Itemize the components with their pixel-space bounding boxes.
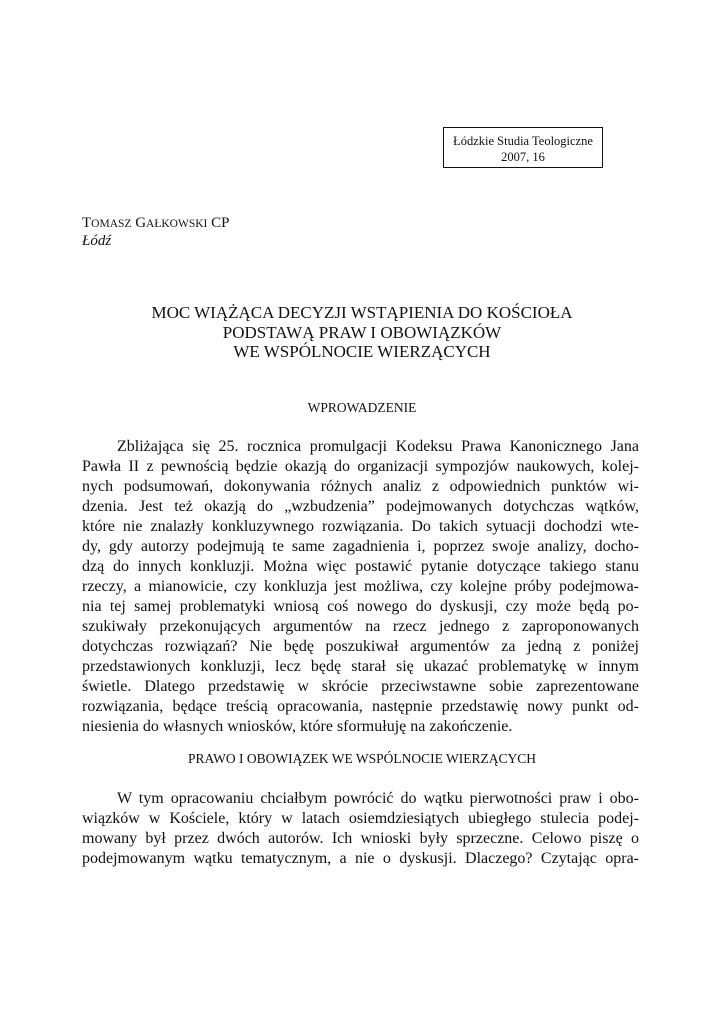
section-heading-rights-duties: PRAWO I OBOWIĄZEK WE WSPÓLNOCIE WIERZĄCYCH: [187, 751, 537, 766]
paragraph-line: podejmowanym wątku tematycznym, a nie o dyskusji. Dlaczego? Czytając opra-: [82, 850, 639, 867]
journal-citation-box: [443, 127, 603, 168]
paragraph-line: nia tej samej problematyki wniosą coś nowego do dyskusji, czy może będą po-: [82, 598, 639, 615]
author-city: Łódź: [82, 233, 112, 249]
author-last-rest: AŁKOWSKI: [146, 218, 208, 230]
title-line: WE WSPÓLNOCIE WIERZĄCYCH: [233, 342, 491, 361]
journal-issue: 2007, 16: [501, 150, 545, 164]
paragraph-line: W tym opracowaniu chciałbym powrócić do wątku pierwotności praw i obo-: [117, 790, 639, 807]
paragraph-line: dotychczas rozwiązań? Nie będę poszukiwał argumentów za jedną z poniżej: [82, 638, 639, 655]
paragraph-line: rozwiązania, będące treścią opracowania, następnie przedstawię nowy punkt od-: [82, 698, 639, 715]
article-title: [82, 303, 642, 362]
title-line: MOC WIĄŻĄCA DECYZJI WSTĄPIENIA DO KOŚCIOŁA: [151, 303, 573, 322]
paragraph-line: mowany był przez dwóch autorów. Ich wnioski były sprzeczne. Celowo piszę o: [82, 830, 639, 847]
paragraph-line: wiązków w Kościele, który w latach osiemdziesiątych ubiegłego stulecia podej-: [82, 810, 639, 827]
author-suffix: CP: [207, 215, 230, 231]
paragraph-line: świetle. Dlatego przedstawię w skrócie przeciwstawne sobie zaprezentowane: [82, 678, 639, 695]
paragraph-line: nych podsumowań, dokonywania różnych analiz z odpowiednich punktów wi-: [82, 478, 639, 495]
paragraph-line: szukiwały przekonujących argumentów na rzecz jednego z zaproponowanych: [82, 618, 639, 635]
paragraph-line: przedstawionych konkluzji, lecz będę starał się ukazać problematykę w innym: [82, 658, 639, 675]
author-last-initial: G: [135, 215, 147, 231]
paragraph-line: dzą do innych konkluzji. Można więc postawić pytanie dotyczące takiego stanu: [82, 558, 639, 575]
paragraph-line: które nie znalazły konkluzywnego rozwiązania. Do takich sytuacji dochodzi wte-: [82, 518, 639, 535]
paragraph-line: rzeczy, a mianowicie, czy konkluzja jest możliwa, czy kolejne próby podejmowa-: [82, 578, 639, 595]
author-first-initial: T: [82, 215, 92, 231]
paragraph-line: Pawła II z pewnością będzie okazją do organizacji sympozjów naukowych, kolej-: [82, 458, 639, 475]
paragraph-line: niesienia do własnych wniosków, które sformułuję na zakończenie.: [82, 718, 513, 735]
section-heading-introduction: WPROWADZENIE: [307, 400, 417, 415]
paragraph-line: dzenia. Jest też okazją do „wzbudzenia” podejmowanych dotychczas wątków,: [82, 498, 639, 515]
title-line: PODSTAWĄ PRAW I OBOWIĄZKÓW: [222, 322, 502, 342]
paragraph-line: Zbliżająca się 25. rocznica promulgacji Kodeksu Prawa Kanonicznego Jana: [117, 438, 639, 455]
author-first-rest: OMASZ: [91, 218, 132, 230]
paragraph-line: dy, gdy autorzy podejmują te same zagadnienia i, poprzez swoje analizy, docho-: [82, 538, 639, 555]
author-name: [82, 214, 229, 233]
journal-name: Łódzkie Studia Teologiczne: [453, 134, 593, 148]
